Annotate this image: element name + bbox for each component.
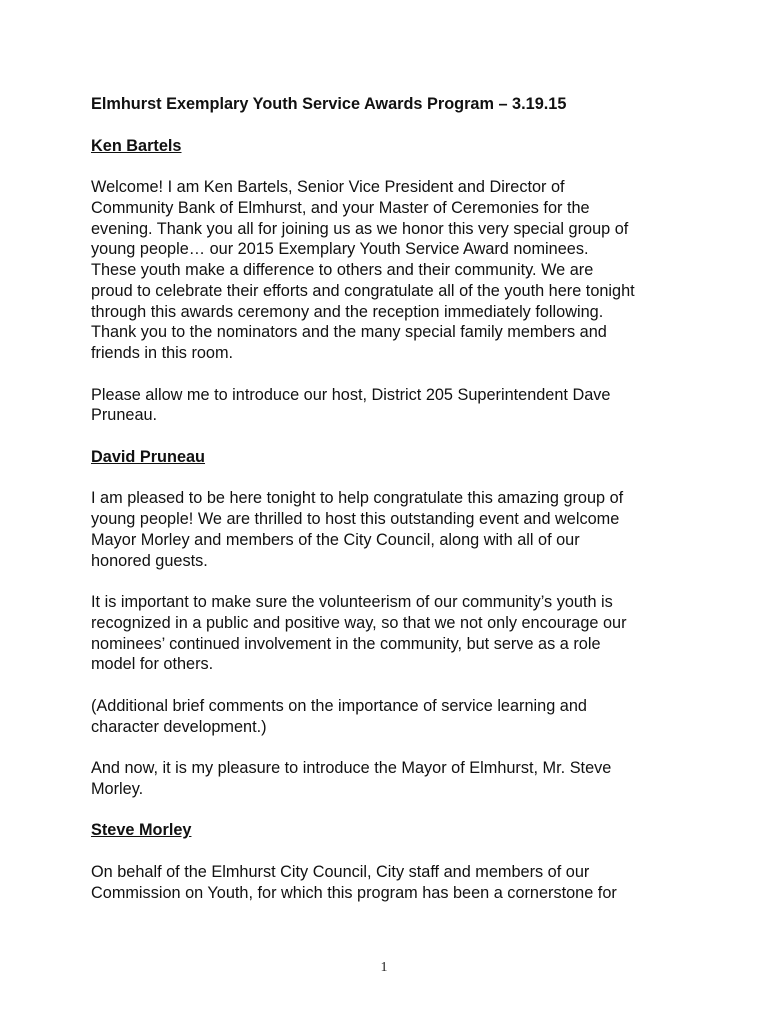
paragraph-line: through this awards ceremony and the reception immediately following.: [91, 302, 604, 321]
page-number: 1: [380, 960, 388, 975]
paragraph-line: Thank you to the nominators and the many special family members and: [91, 323, 607, 342]
paragraph-line: Community Bank of Elmhurst, and your Master of Ceremonies for the: [91, 198, 590, 217]
speaker-heading: Steve Morley: [91, 821, 192, 840]
paragraph-line: proud to celebrate their efforts and congratulate all of the youth here tonight: [91, 281, 635, 300]
paragraph-line: model for others.: [91, 655, 214, 674]
paragraph-line: And now, it is my pleasure to introduce the Mayor of Elmhurst, Mr. Steve: [91, 759, 612, 777]
document-page: [91, 94, 691, 924]
speaker-heading: Ken Bartels: [91, 136, 182, 155]
body-paragraph: [91, 385, 691, 427]
paragraph-line: young people! We are thrilled to host this outstanding event and welcome: [91, 510, 620, 528]
paragraph-line: Welcome! I am Ken Bartels, Senior Vice President and Director of: [91, 178, 565, 196]
body-paragraph: [91, 592, 691, 675]
body-paragraph: [91, 862, 691, 904]
body-paragraph: [91, 177, 691, 364]
paragraph-line: friends in this room.: [91, 344, 234, 362]
paragraph-line: On behalf of the Elmhurst City Council, City staff and members of our: [91, 862, 590, 881]
paragraph-line: honored guests.: [91, 551, 208, 570]
paragraph-line: These youth make a difference to others and their community. We are: [91, 261, 594, 279]
paragraph-line: young people… our 2015 Exemplary Youth Service Award nominees.: [91, 240, 589, 259]
paragraph-line: Mayor Morley and members of the City Council, along with all of our: [91, 530, 580, 549]
paragraph-line: Pruneau.: [91, 406, 158, 425]
body-paragraph: [91, 758, 691, 800]
paragraph-line: Commission on Youth, for which this program has been a cornerstone for: [91, 883, 617, 902]
paragraph-line: I am pleased to be here tonight to help congratulate this amazing group of: [91, 489, 624, 508]
body-paragraph: [91, 488, 691, 571]
paragraph-line: (Additional brief comments on the importance of service learning and: [91, 696, 587, 715]
document-title: Elmhurst Exemplary Youth Service Awards Program – 3.19.15: [91, 95, 567, 113]
body-paragraph: [91, 696, 691, 738]
paragraph-line: character development.): [91, 717, 267, 736]
paragraph-line: It is important to make sure the volunteerism of our community’s youth is: [91, 593, 613, 611]
document-body: [91, 136, 691, 925]
paragraph-line: Please allow me to introduce our host, District 205 Superintendent Dave: [91, 385, 611, 404]
paragraph-line: evening. Thank you all for joining us as we honor this very special group of: [91, 219, 629, 238]
paragraph-line: nominees’ continued involvement in the community, but serve as a role: [91, 634, 601, 653]
paragraph-line: recognized in a public and positive way, so that we not only encourage our: [91, 613, 627, 632]
speaker-heading: David Pruneau: [91, 447, 206, 466]
paragraph-line: Morley.: [91, 779, 144, 798]
